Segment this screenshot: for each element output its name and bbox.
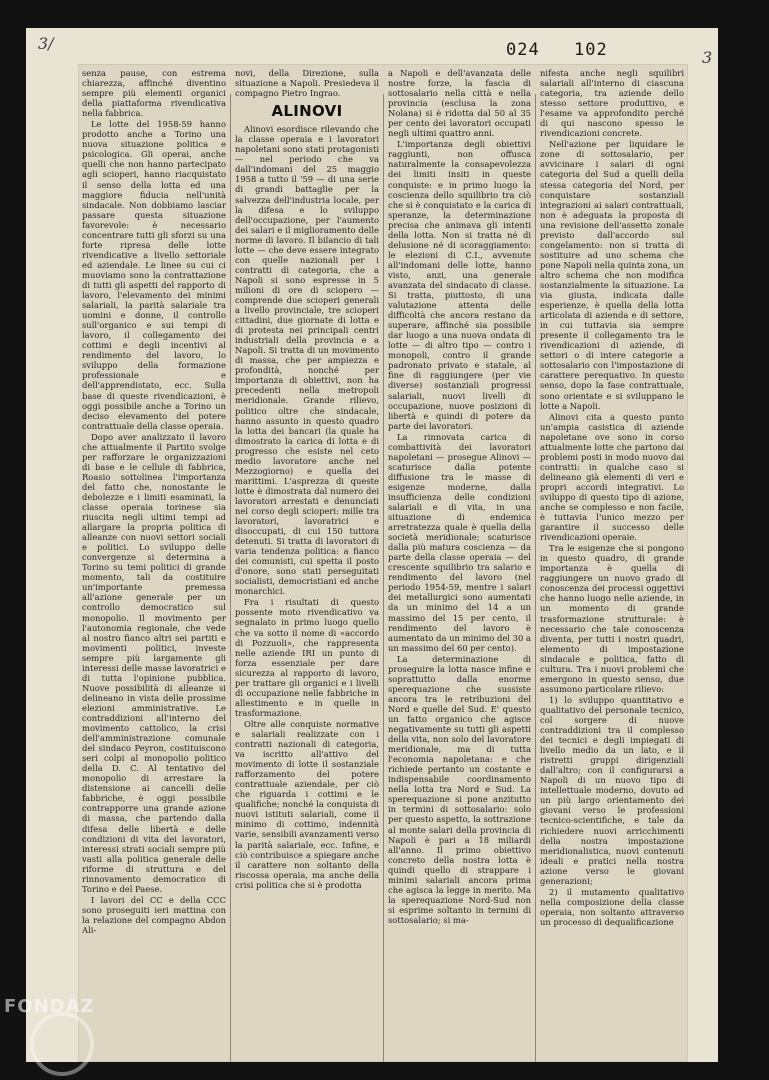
watermark-text: FONDAZ xyxy=(4,996,95,1017)
article-column-4 xyxy=(540,68,684,1062)
paragraph: L'importanza degli obiettivi raggiunti, non offusca naturalmente la consapevolezza dei limiti insiti in queste conquiste: e in primo luogo la coscienza dello squilibrio tra ciò che si è conquistato e la carica di speranze, la determinazione precisa che animava gli intenti della lotta. Non si tratta né di delusione né di scoraggiamento: le elezioni di C.I., avvenute all'indomani delle lotte, hanno visto, anzi, una generale avanzata del sindacato di classe. Si tratta, piuttosto, di una valutazione attenta delle difficoltà che ancora restano da superare, affinché sia possibile dar luogo a una nuova ondata di lotte — di altro tipo — contro i monopoli, contro il grande padronato privato e statale, al fine di raggiungere (per vie diverse) sostanziali progressi salariali, nuovi livelli di occupazione, nuove posizioni di libertà e quindi di potere da parte dei lavoratori. xyxy=(388,139,531,431)
paragraph: novi, della Direzione, sulla situazione a Napoli. Presiedeva il compagno Pietro Ingrao. xyxy=(235,68,379,99)
paragraph: 2) il mutamento qualitativo nella composizione della classe operaia, non soltanto attraverso un processo di dequalificazione xyxy=(540,886,684,927)
paragraph: I lavori del CC e della CCC sono proseguiti ieri mattina con la relazione del compagno Abdon Ali- xyxy=(82,894,226,935)
paragraph: Nell'azione per liquidare le zone di sottosalario, per avvicinare i salari di ogni categoria del Sud a quelli della stessa categoria del Nord, per conquistare sostanziali integrazioni ai salari contrattuali, non è adeguata la proposta di una revisione dell'assetto zonale previsto dall'accordo sul congelamento: non si tratta di sostituire ad uno schema che pone Napoli nella quinta zona, un altro schema che non modifica sostanzialmente la situazione. La via giusta, indicata dalle esperienze, è quella della lotta articolata di azienda e di settore, in cui tuttavia sia sempre presente il collegamento tra le rivendicazioni di aziende, di settori o di intere categorie a sottosalario con l'impostazione di carattere perequativo. In questo senso, dopo la fase contrattuale, sono orientate e si sviluppano le lotte a Napoli. xyxy=(540,139,684,411)
column-rule xyxy=(383,94,384,1062)
paragraph: Alinovi cita a questo punto un'ampia casistica di aziende napoletane ove sono in corso attualmente lotte che partono dai problemi posti in modo nuovo dai contratti: in qualche caso si delineano già elementi di veri e propri accordi integrativi. Lo sviluppo di questo tipo di azione, anche se complesso e non facile, è tuttavia l'unico mezzo per garantire il successo delle rivendicazioni operaie. xyxy=(540,411,684,543)
paragraph: Fra i risultati di questo possente moto rivendicativo va segnalato in primo luogo quello che va sotto il nome di «accordo di Pozzuoli», che rappresenta nelle aziende IRI un punto di forza essenziale per dare sicurezza al rapporto di lavoro, per trattare gli organici e i livelli di occupazione nelle fabbriche in allestimento e in quelle in trasformazione. xyxy=(235,597,379,718)
watermark-logo-icon xyxy=(30,1012,94,1076)
handwritten-mark-top-right: 3 xyxy=(702,48,713,67)
paragraph: Alinovi esordisce rilevando che la classe operaia e i lavoratori napoletani sono stati protagonisti — nel periodo che va dall'indomani del 25 maggio 1958 a tutto il '59 — di una serie di grandi battaglie per la salvezza dell'industria locale, per la difesa e lo sviluppo dell'occupazione, per l'aumento dei salari e il miglioramento delle norme di lavoro. Il bilancio di tali lotte — che deve essere integrato con quelle nazionali per i contratti di categoria, che a Napoli si sono espresse in 5 milioni di ore di sciopero — comprende due scioperi generali a livello provinciale, tre scioperi cittadini, due giornate di lotta e di protesta nei principali centri industriali della provincia e a Napoli. Si tratta di un movimento di massa, che per ampiezza e profondità, nonché per importanza di obiettivi, non ha precedenti nella metropoli meridionale. Grande rilievo, politico oltre che sindacale, hanno assunto in questo quadro la lotta dei bancari (la quale ha dimostrato la carica di lotta e di progresso che esiste nel ceto medio lavoratore anche nel Mezzogiorno) e quella dei marittimi. L'asprezza di queste lotte è dimostrata dal numero dei lavoratori arrestati e denunciati nel corso degli scioperi: mille tra lavoratori, lavoratrici e disoccupati, di cui 150 tuttora detenuti. Si tratta di lavoratori di varia tendenza politica: a fianco dei comunisti, cui spetta il posto d'onore, sono stati perseguitati socialisti, democristiani ed anche monarchici. xyxy=(235,124,379,597)
paragraph: a Napoli e dell'avanzata delle nostre forze, la fascia di sottosalario nella città e nella provincia (esclusa la zona Nolana) si è ridotta dal 50 al 35 per cento dei lavoratori occupati negli ultimi quattro anni. xyxy=(388,68,531,139)
newspaper-page xyxy=(26,28,718,1062)
paragraph: senza pause, con estrema chiarezza, affinché diventino sempre più elementi organici della piattaforma rivendicativa nella fabbrica. xyxy=(82,68,226,119)
paragraph: Tra le esigenze che si pongono in questo quadro, di grande importanza è quella di raggiungere un nuovo grado di conoscenza dei processi oggettivi che hanno luogo nelle aziende, in un momento di grande trasformazione strutturale: è necessario che tale conoscenza diventa, per tutti i nostri quadri, elemento di impostazione sindacale e politica, fatto di cultura. Tra i nuovi problemi che emergono in questo senso, due assumono particolare rilievo: xyxy=(540,543,684,694)
paragraph: La determinazione di proseguire la lotta nasce infine e soprattutto dalla enorme sperequazione che sussiste ancora tra le retribuzioni del Nord e quelle del Sud. E' questo un fatto organico che agisce negativamente su tutti gli aspetti della vita, non solo del lavoratore meridionale, ma di tutta l'economia napoletana: e che richiede pertanto un costante e indispensabile coordinamento nella lotta tra Nord e Sud. La sperequazione si pone anzitutto in termini di sottosalario: solo per questo aspetto, la sottrazione al monte salari della provincia di Napoli è pari a 18 miliardi all'anno. Il primo obiettivo concreto della nostra lotta è quindi quello di strappare i minimi salariali ancora prima che agisca la legge in merito. Ma la sperequazione Nord-Sud non si esprime soltanto in termini di sottosalario; si ma- xyxy=(388,653,531,925)
paragraph: 1) lo sviluppo quantitativo e qualitativo del personale tecnico, col sorgere di nuove contraddizioni tra il complesso dei tecnici e degli impiegati di livello medio da un lato, e il ristretti gruppi dirigenziali dall'altro; con il configurarsi a Napoli di un nuovo tipo di intellettuale moderno, dovuto ad un più largo orientamento dei giovani verso le professioni tecnico-scientifiche, e tale da richiedere nuovi arricchimenti della nostra impostazione meridionalistica, nuovi contenuti ideali e pratici nella nostra azione verso le giovani generazioni; xyxy=(540,694,684,886)
paragraph: Le lotte del 1958-59 hanno prodotto anche a Torino una nuova situazione politica e psicologica. Gli operai, anche quelli che non hanno partecipato agli scioperi, hanno riacquistato il senso della lotta ed una maggiore fiducia nell'unità sindacale. Non dobbiamo lasciar passare questa situazione favorevole: è necessario concentrare tutti gli sforzi su una forte ripresa delle lotte rivendicative a livello settoriale ed aziendale. Le linee su cui ci muoviamo sono la contrattazione di tutti gli aspetti del rapporto di lavoro, l'elevamento dei minimi salariali, la parità salariale tra uomini e donne, il controllo sull'organico e sui tempi di lavoro, il collegamento dei cottimi e degli incentivi al rendimento del lavoro, lo sviluppo della formazione professionale e dell'apprendistato, ecc. Sulla base di queste rivendicazioni, è oggi possibile anche a Torino un deciso elevamento del potere contrattuale della classe operaia. xyxy=(82,119,226,431)
column-rule xyxy=(230,94,231,1062)
paragraph: nifesta anche negli squilibri salariali all'interno di ciascuna categoria, tra aziende dello stesso settore produttivo, e l'esame va approfondito perché di qui nascono spesso le rivendicazioni concrete. xyxy=(540,68,684,139)
handwritten-mark-top-left: 3/ xyxy=(38,34,54,53)
paragraph: Oltre alle conquiste normative e salariali realizzate con i contratti nazionali di categoria, va iscritto all'attivo del movimento di lotte il sostanziale rafforzamento del potere contrattuale aziendale, per ciò che riguarda i cottimi e le qualifiche; nonché la conquista di nuovi istituti salariali, come il minimo di cottimo, indennità varie, sensibili avanzamenti verso la parità salariale, ecc. Infine, e ciò contribuisce a spiegare anche il carattere non soltanto della riscossa operaia, ma anche della crisi politica che si è prodotta xyxy=(235,718,379,890)
column-rule xyxy=(535,94,536,1062)
archive-stamp-right: 102 xyxy=(574,40,608,60)
section-headline: ALINOVI xyxy=(271,102,343,121)
article-column-1 xyxy=(82,68,226,1062)
paragraph: Dopo aver analizzato il lavoro che attualmente il Partito svolge per rafforzare le organizzazioni di base e le cellule di fabbrica, Roasio sottolinea l'importanza del fatto che, nonostante le debolezze e i limiti esaminati, la classe operaia torinese sia riuscita negli ultimi tempi ad allargare la propria politica di alleanze con nuovi settori sociali e politici. Lo sviluppo delle convergenze si determina a Torino su temi politici di grande momento, tali da costituire un'importante premessa all'azione generale per un controllo democratico sul monopolio. Il movimento per l'autonomia regionale, che vede al nostro fianco altri sei partiti e movimenti politici, investe sempre più largamente gli interessi delle masse lavoratrici e di tutta l'opinione pubblica. Nuove possibilità di alleanze si delineano in vista delle prossime elezioni amministrative. Le contraddizioni all'interno del movimento cattolico, la crisi dell'amministrazione comunale del sindaco Peyron, costituiscono seri colpi al monopolio politico della D. C. Al tentativo del monopolio di arrestare la distensione ai cancelli delle fabbriche, è oggi possibile contrapporre una grande azione di massa, che partendo dalla difesa delle libertà e delle condizioni di vita dei lavoratori, interessi strati sociali sempre più vasti alla politica generale delle riforme di struttura e del rinnovamento democratico di Torino e del Paese. xyxy=(82,431,226,894)
article-column-3 xyxy=(388,68,531,1062)
archive-stamp-left: 024 xyxy=(506,40,540,60)
article-column-2 xyxy=(235,68,379,1062)
paragraph: La rinnovata carica di combattività dei lavoratori napoletani — prosegue Alinovi — scaturisce dalla potente diffusione tra le masse di esigenze moderne, dalla insufficienza delle condizioni salariali e di vita, in una situazione di endemica arretratezza quale è quella della società meridionale; scaturisce dalla più matura coscienza — da parte della classe operaia — del crescente squilibrio tra salario e rendimento del lavoro (nel periodo 1954-59, mentre i salari dei metallurgici sono aumentati da un minimo del 14 a un massimo del 15 per cento, il rendimento del lavoro è aumentato da un minimo del 30 a un massimo del 60 per cento). xyxy=(388,431,531,653)
